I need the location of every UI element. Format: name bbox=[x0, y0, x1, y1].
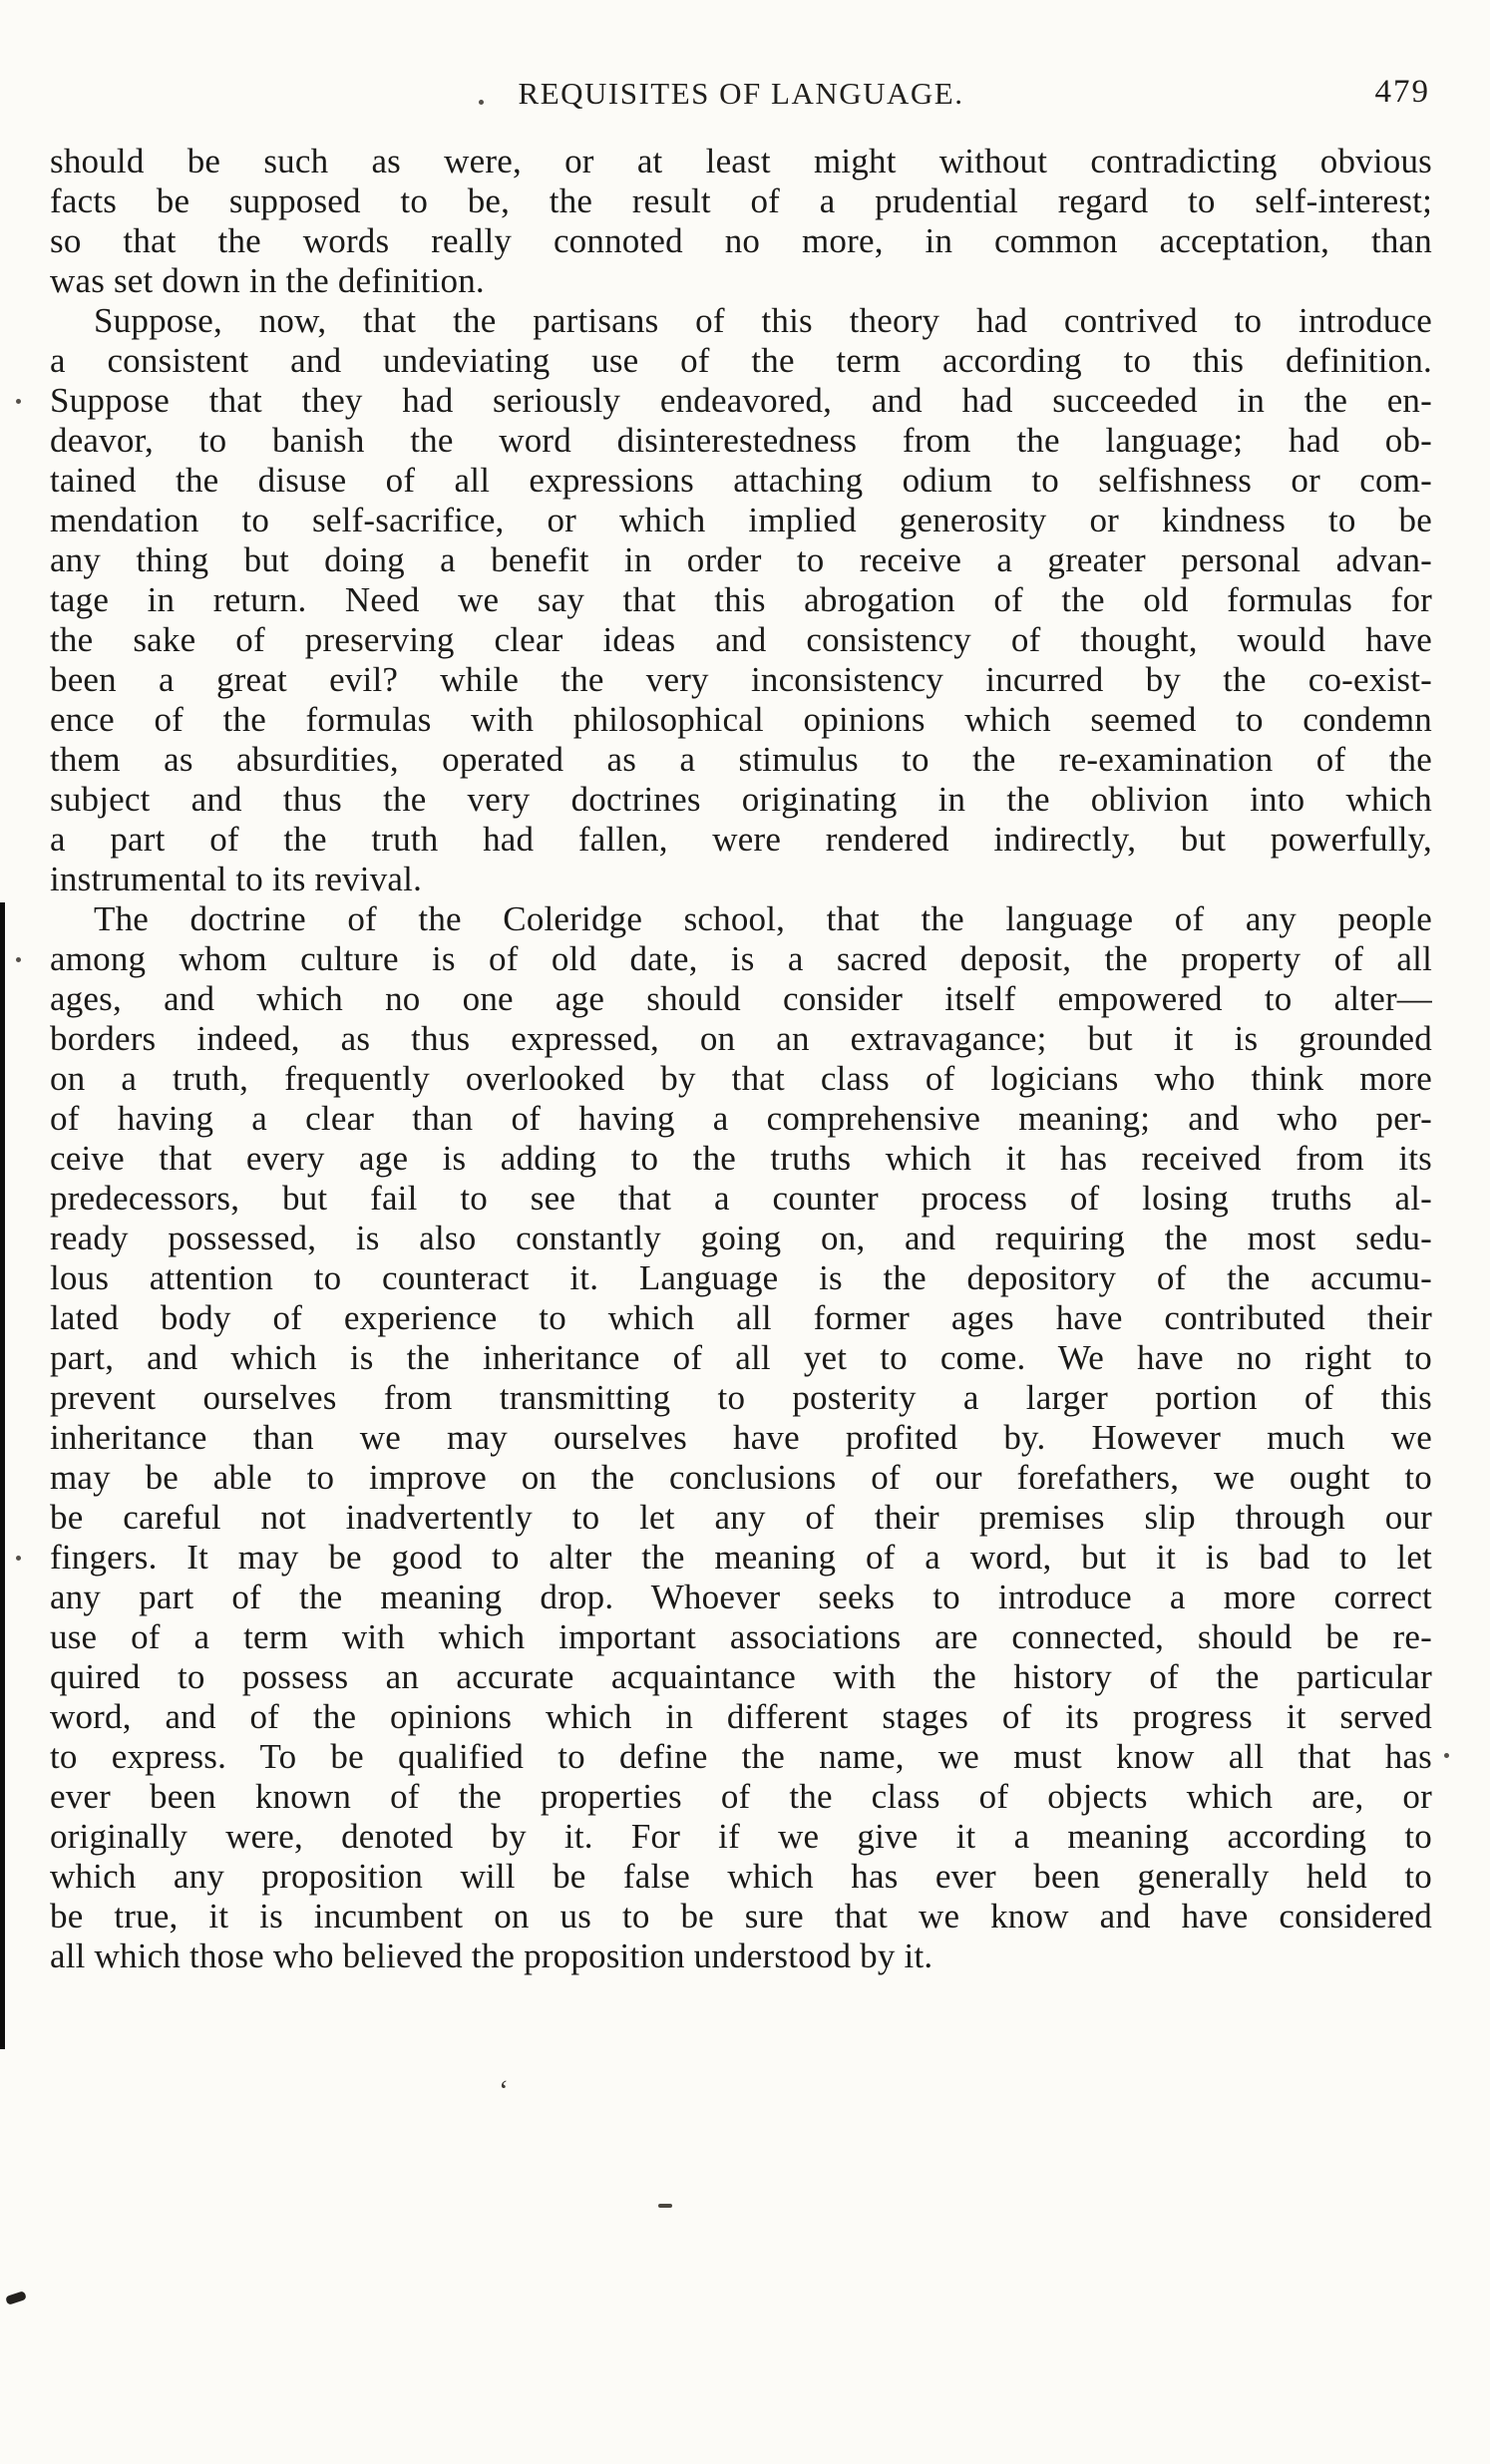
text-line: ceive that every age is adding to the truths which it has received from its bbox=[50, 1139, 1432, 1178]
text-line: ages, and which no one age should consider itself empowered to alter— bbox=[50, 979, 1432, 1018]
text-line: of having a clear than of having a comprehensive meaning; and who per- bbox=[50, 1099, 1432, 1138]
text-line: ever been known of the properties of the class of objects which are, or bbox=[50, 1777, 1432, 1816]
scan-speck bbox=[16, 399, 21, 404]
text-line: any part of the meaning drop. Whoever seeks to introduce a more correct bbox=[50, 1578, 1432, 1616]
text-line: them as absurdities, operated as a stimulus to the re-examination of the bbox=[50, 740, 1432, 779]
text-line: a part of the truth had fallen, were rendered indirectly, but powerfully, bbox=[50, 820, 1432, 859]
text-line: borders indeed, as thus expressed, on an extravagance; but it is grounded bbox=[50, 1019, 1432, 1058]
text-line: deavor, to banish the word disinterestedness from the language; had ob- bbox=[50, 421, 1432, 460]
text-line: subject and thus the very doctrines originating in the oblivion into which bbox=[50, 780, 1432, 819]
page-header bbox=[50, 76, 1432, 122]
text-line: ence of the formulas with philosophical opinions which seemed to condemn bbox=[50, 700, 1432, 739]
text-line: predecessors, but fail to see that a counter process of losing truths al- bbox=[50, 1179, 1432, 1218]
text-line: originally were, denoted by it. For if we give it a meaning according to bbox=[50, 1817, 1432, 1856]
paragraph bbox=[50, 142, 1432, 301]
text-line: mendation to self-sacrifice, or which implied generosity or kindness to be bbox=[50, 501, 1432, 539]
scan-left-edge-line-artifact bbox=[0, 902, 5, 2049]
page-title: REQUISITES OF LANGUAGE. bbox=[518, 76, 964, 111]
paragraph bbox=[50, 899, 1432, 1976]
page-body bbox=[50, 142, 1432, 1976]
text-line: ready possessed, is also constantly going on, and requiring the most sedu- bbox=[50, 1219, 1432, 1257]
scan-speck bbox=[5, 2290, 27, 2305]
text-line: quired to possess an accurate acquaintance with the history of the particular bbox=[50, 1657, 1432, 1696]
text-line: so that the words really connoted no more, in common acceptation, than bbox=[50, 221, 1432, 260]
text-line: lated body of experience to which all former ages have contributed their bbox=[50, 1298, 1432, 1337]
text-line: Suppose, now, that the partisans of this theory had contrived to introduce bbox=[94, 301, 1432, 340]
text-line: fingers. It may be good to alter the meaning of a word, but it is bad to let bbox=[50, 1538, 1432, 1577]
text-line: tage in return. Need we say that this abrogation of the old formulas for bbox=[50, 580, 1432, 619]
text-line: any thing but doing a benefit in order to receive a greater personal advan- bbox=[50, 540, 1432, 579]
text-line: facts be supposed to be, the result of a prudential regard to self-interest; bbox=[50, 181, 1432, 220]
text-line: the sake of preserving clear ideas and consistency of thought, would have bbox=[50, 620, 1432, 659]
text-line: part, and which is the inheritance of all yet to come. We have no right to bbox=[50, 1338, 1432, 1377]
text-line: may be able to improve on the conclusions of our forefathers, we ought to bbox=[50, 1458, 1432, 1497]
text-line: The doctrine of the Coleridge school, that the language of any people bbox=[94, 899, 1432, 938]
text-line: all which those who believed the proposition understood by it. bbox=[50, 1936, 933, 1975]
scan-speck bbox=[658, 2204, 672, 2208]
text-line: a consistent and undeviating use of the term according to this definition. bbox=[50, 341, 1432, 380]
text-line: which any proposition will be false which has ever been generally held to bbox=[50, 1857, 1432, 1896]
text-line: on a truth, frequently overlooked by that class of logicians who think more bbox=[50, 1059, 1432, 1098]
text-line: be true, it is incumbent on us to be sure that we know and have considered bbox=[50, 1897, 1432, 1936]
text-line: prevent ourselves from transmitting to posterity a larger portion of this bbox=[50, 1378, 1432, 1417]
paragraph bbox=[50, 301, 1432, 899]
text-line: instrumental to its revival. bbox=[50, 860, 423, 898]
text-line: to express. To be qualified to define the name, we must know all that has bbox=[50, 1737, 1432, 1776]
text-line: word, and of the opinions which in different stages of its progress it served bbox=[50, 1697, 1432, 1736]
text-line: among whom culture is of old date, is a sacred deposit, the property of all bbox=[50, 939, 1432, 978]
text-line: been a great evil? while the very inconsistency incurred by the co-exist- bbox=[50, 660, 1432, 699]
text-line: should be such as were, or at least might without contradicting obvious bbox=[50, 142, 1432, 180]
text-line: tained the disuse of all expressions attaching odium to selfishness or com- bbox=[50, 461, 1432, 500]
scan-speck bbox=[479, 100, 484, 105]
scan-speck bbox=[16, 957, 21, 962]
text-line: inheritance than we may ourselves have profited by. However much we bbox=[50, 1418, 1432, 1457]
text-line: lous attention to counteract it. Language is the depository of the accumu- bbox=[50, 1258, 1432, 1297]
scan-speck bbox=[1444, 1753, 1449, 1758]
text-line: use of a term with which important associations are connected, should be re- bbox=[50, 1617, 1432, 1656]
text-line: Suppose that they had seriously endeavored, and had succeeded in the en- bbox=[50, 381, 1432, 420]
text-line: be careful not inadvertently to let any of their premises slip through our bbox=[50, 1498, 1432, 1537]
scan-speck: ‘ bbox=[499, 2074, 509, 2107]
scan-speck bbox=[16, 1556, 21, 1561]
page-number: 479 bbox=[1374, 74, 1430, 110]
text-line: was set down in the definition. bbox=[50, 261, 485, 300]
